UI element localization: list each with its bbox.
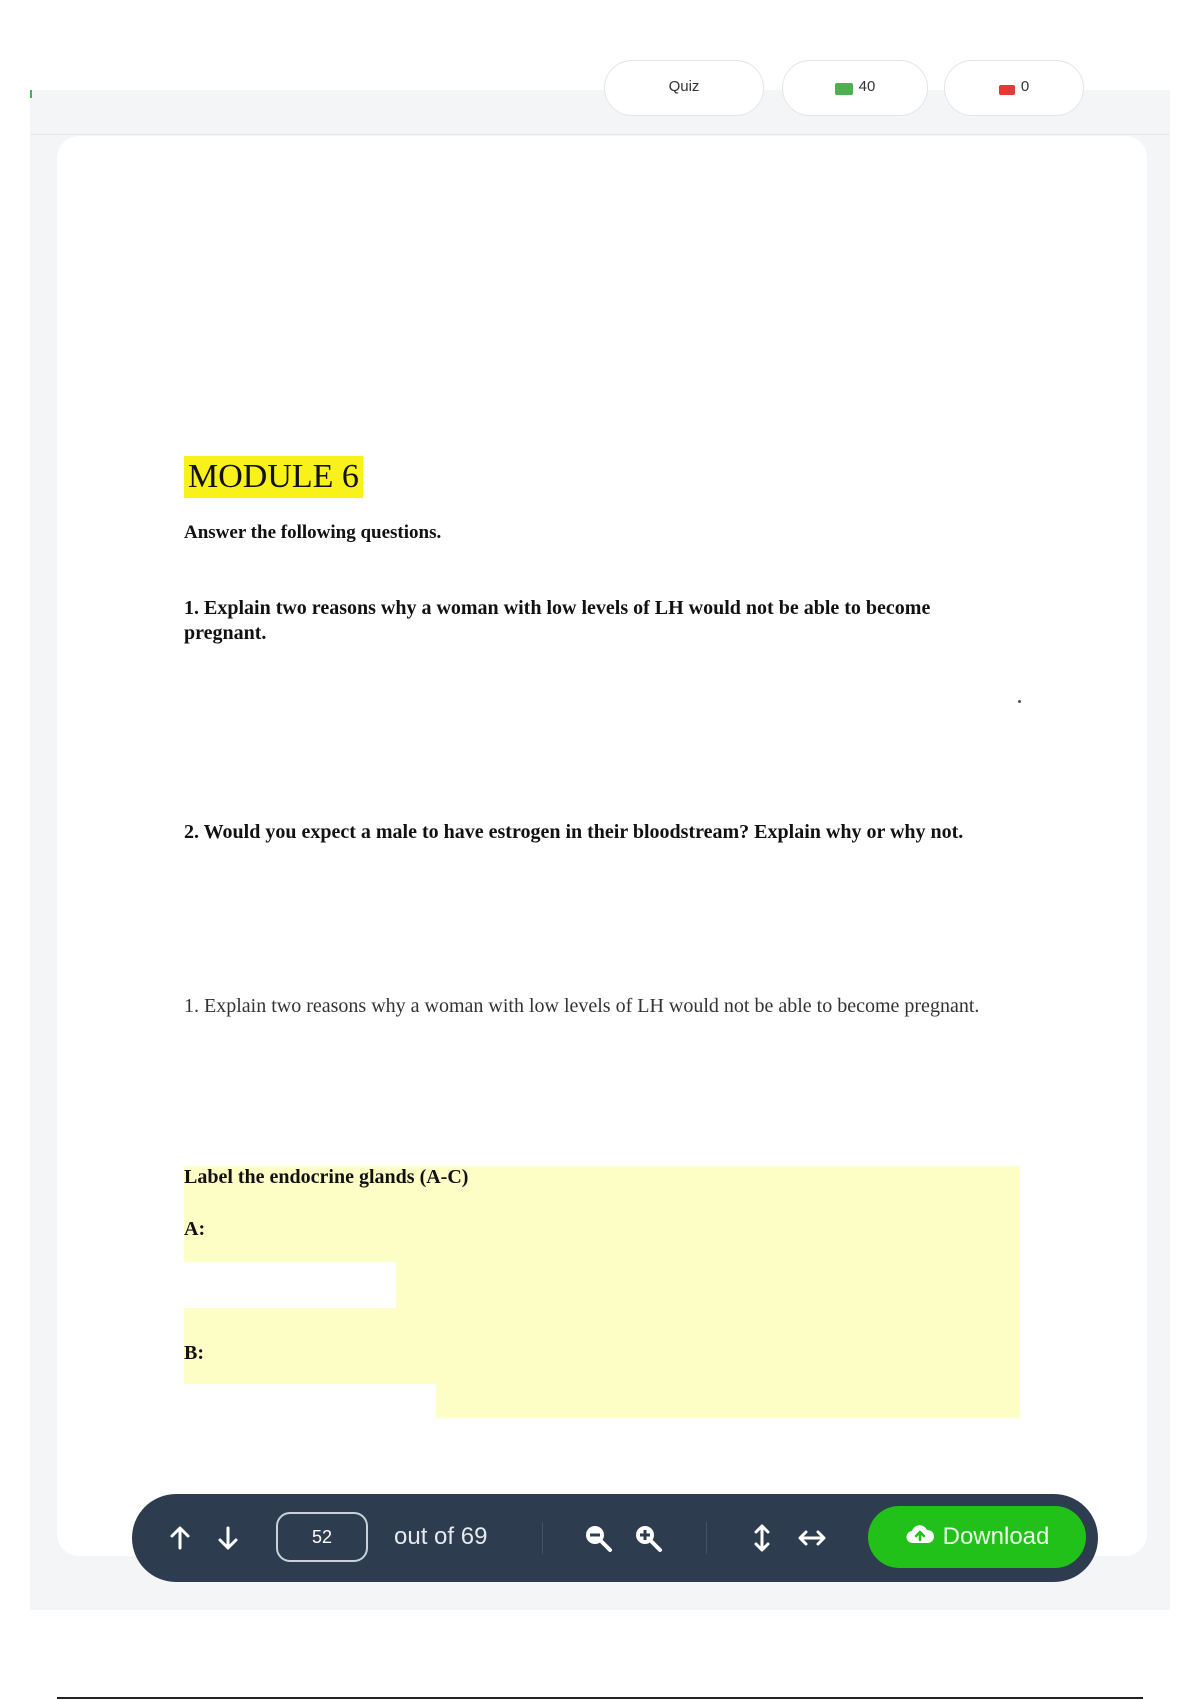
toolbar-divider: [542, 1522, 543, 1554]
tab-incorrect-count: 0: [1020, 78, 1030, 95]
answer-blank-a: [184, 1262, 396, 1308]
tab-correct[interactable]: [782, 60, 928, 116]
page-count-text: out of 69: [394, 1523, 488, 1550]
thumbs-up-icon: [835, 83, 853, 95]
fit-height-icon[interactable]: [742, 1518, 782, 1558]
module-title: MODULE 6: [184, 456, 363, 498]
answer-blank-b: [184, 1384, 436, 1424]
zoom-out-icon[interactable]: [578, 1518, 618, 1558]
arrow-down-icon[interactable]: [208, 1518, 248, 1558]
download-label: Download: [942, 1523, 1050, 1550]
label-a: A:: [184, 1218, 206, 1240]
bottom-divider: [57, 1697, 1143, 1699]
fit-width-icon[interactable]: [792, 1518, 832, 1558]
page-number-input[interactable]: [276, 1512, 368, 1562]
question-2: 2. Would you expect a male to have estrogen in their bloodstream? Explain why or why not.: [184, 821, 964, 843]
label-b: B:: [184, 1342, 204, 1364]
question-1: 1. Explain two reasons why a woman with low levels of LH would not be able to become pregnant.: [184, 597, 931, 644]
progress-tick: [30, 90, 32, 98]
label-heading: Label the endocrine glands (A-C): [184, 1166, 469, 1188]
thumbs-down-icon: [999, 85, 1015, 95]
instruction-text: Answer the following questions.: [184, 522, 442, 543]
arrow-up-icon[interactable]: [160, 1518, 200, 1558]
cloud-upload-icon: [905, 1522, 935, 1553]
zoom-in-icon[interactable]: [628, 1518, 668, 1558]
tab-quiz[interactable]: [604, 60, 764, 116]
tab-correct-count: 40: [858, 78, 876, 95]
stray-dot: [1018, 700, 1021, 703]
question-1-repeat: 1. Explain two reasons why a woman with low levels of LH would not be able to become pregnant.: [184, 995, 980, 1017]
toolbar-divider: [706, 1522, 707, 1554]
download-button[interactable]: [868, 1506, 1086, 1568]
tab-quiz-label: Quiz: [668, 78, 700, 95]
tab-incorrect[interactable]: [944, 60, 1084, 116]
